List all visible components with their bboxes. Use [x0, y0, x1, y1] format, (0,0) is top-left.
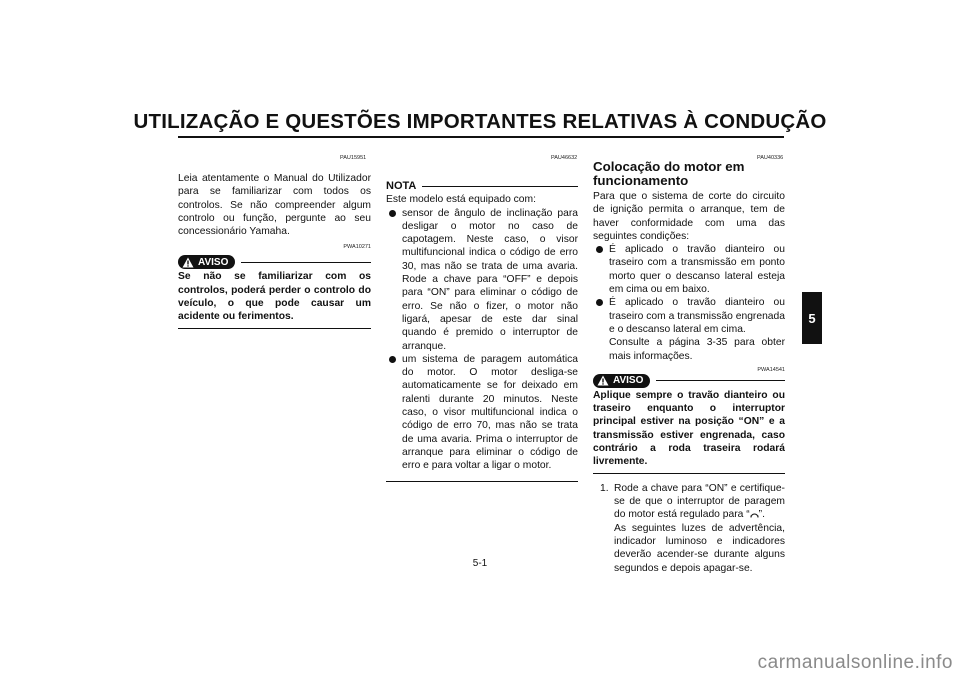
intro-paragraph: Leia atentamente o Manual do Utilizador para se familiarizar com todos os controlos. Se não compreender algum controlo ou função, pergunte ao seu concessionário Yamaha. [178, 173, 371, 238]
warning-header [593, 373, 785, 389]
warning-triangle-icon [597, 375, 609, 386]
bullet-icon [596, 299, 603, 306]
reference-note: Consulte a página 3-35 para obter mais informações. [609, 337, 785, 362]
nota-label: NOTA [386, 180, 417, 192]
nota-header [386, 180, 578, 193]
list-item: É aplicado o travão dianteiro ou traseiro com a transmissão em ponto morto quer o descanso lateral esteja em cima ou em baixo. [593, 243, 785, 296]
watermark: carmanualsonline.info [757, 652, 953, 673]
list-item: sensor de ângulo de inclinação para desligar o motor no caso de capotagem. Neste caso, o visor multifuncional indica o código de erro 30, mas não se trata de uma avaria. Rode a chave para “OFF” e depois para “ON” para eliminar o código de erro. Se não o fizer, o motor não ligará, apesar de este dar sinal quando é premido o interruptor de arranque. [386, 207, 578, 353]
column-2 [386, 180, 578, 482]
column-3 [593, 160, 785, 575]
nota-bullet-list [386, 207, 578, 473]
bullet-icon [596, 246, 603, 253]
page-number: 5-1 [472, 558, 488, 569]
nota-intro: Este modelo está equipado com: [386, 194, 536, 206]
list-item: um sistema de paragem automática do motor. O motor desliga-se automaticamente se for deixado em ralenti durante 20 minutos. Neste caso, o visor multifuncional indica o código de erro 70, mas não se trata de uma avaria. Prima o interruptor de arranque para eliminar o código de erro e para voltar a ligar o motor. [386, 353, 578, 473]
warning-end-rule [178, 328, 371, 329]
column-1 [178, 172, 371, 329]
step-note: As seguintes luzes de advertência, indicador luminoso e indicadores deverão acender-se durante alguns segundos e depois apagar-se. [614, 522, 785, 574]
warning-text: Se não se familiarizar com os controlos, poderá perder o controlo do veículo, o que pode causar um acidente ou ferimentos. [178, 271, 371, 323]
page-title: UTILIZAÇÃO E QUESTÕES IMPORTANTES RELATIVAS À CONDUÇÃO [133, 110, 827, 133]
title-underline [178, 136, 784, 138]
section-code: PAU15951 [340, 155, 367, 161]
chapter-tab: 5 [802, 292, 822, 344]
list-item: É aplicado o travão dianteiro ou traseiro com a transmissão engrenada e o descanso lateral em cima. Consulte a página 3-35 para obter mais informações. [593, 296, 785, 362]
warning-text: Aplique sempre o travão dianteiro ou traseiro enquanto o interruptor principal estiver na posição “ON” e a transmissão estiver engrenada, caso contrário a roda traseira rodará livremente. [593, 389, 785, 468]
nota-end-rule [386, 481, 578, 482]
aviso-label: AVISO [613, 375, 644, 387]
section-intro: Para que o sistema de corte do circuito de ignição permita o arranque, tem de haver conformidade com uma das seguintes condições: [593, 191, 785, 242]
section-heading: Colocação do motor em funcionamento [593, 159, 745, 188]
bullet-icon [389, 356, 396, 363]
warning-header [178, 254, 371, 270]
warning-code: PWA10271 [343, 244, 371, 251]
step-number: 1. [600, 482, 609, 494]
aviso-badge [593, 374, 650, 388]
bullet-icon [389, 210, 396, 217]
aviso-badge [178, 255, 235, 269]
engine-run-symbol-icon [750, 510, 759, 518]
warning-code: PWA14541 [757, 366, 785, 373]
aviso-label: AVISO [198, 256, 229, 268]
section-code: PAU46632 [551, 155, 578, 161]
step-item: 1. Rode a chave para “ON” e certifique-se de que o interruptor de paragem do motor está regulado para “ ”. As seguintes luzes de advertência, indicador luminoso e indicadores deverão acender-se durante alguns segundos e depois apagar-se. [600, 482, 785, 574]
condition-bullet-list [593, 243, 785, 363]
section-code: PAU40336 [757, 155, 784, 161]
warning-end-rule [593, 473, 785, 474]
warning-triangle-icon [182, 257, 194, 268]
